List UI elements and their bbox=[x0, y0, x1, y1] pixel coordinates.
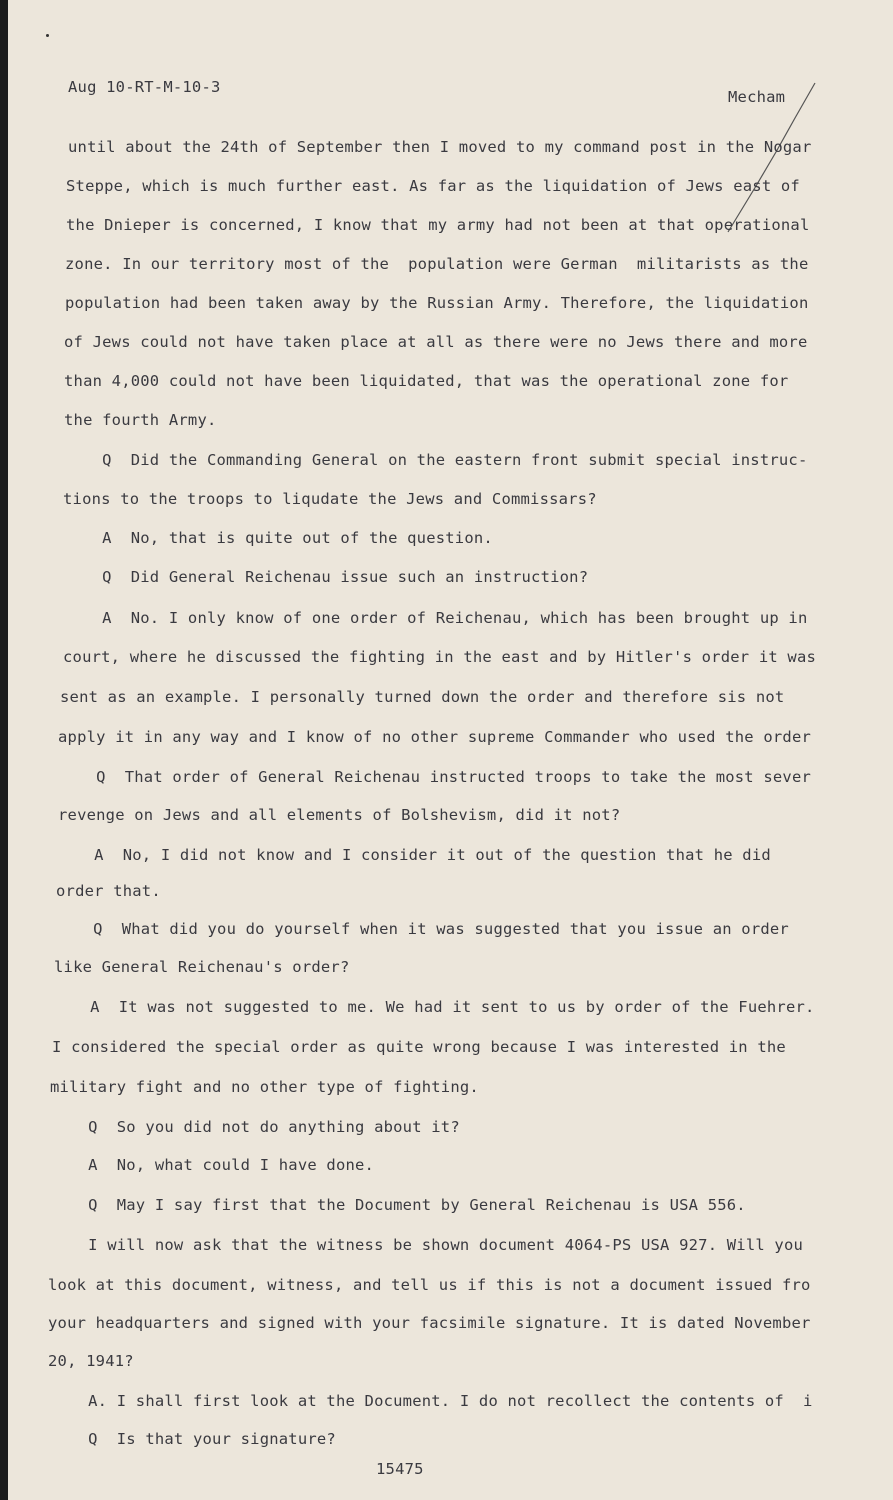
text-line: Q Did the Commanding General on the eastern front submit special instruc- bbox=[64, 451, 808, 469]
text-line: sent as an example. I personally turned down the order and therefore sis not bbox=[60, 688, 785, 706]
text-line: A No. I only know of one order of Reichenau, which has been brought up in bbox=[64, 609, 808, 627]
text-line: Q So you did not do anything about it? bbox=[50, 1118, 460, 1136]
text-line: I considered the special order as quite wrong because I was interested in the bbox=[52, 1038, 786, 1056]
header-code: Aug 10-RT-M-10-3 bbox=[68, 78, 221, 96]
text-line: the Dnieper is concerned, I know that my army had not been at that operational bbox=[66, 216, 810, 234]
text-line: A No, that is quite out of the question. bbox=[64, 529, 493, 547]
text-line: than 4,000 could not have been liquidated, that was the operational zone for bbox=[64, 372, 789, 390]
text-line: of Jews could not have taken place at all as there were no Jews there and more bbox=[64, 333, 808, 351]
text-line: military fight and no other type of fighting. bbox=[50, 1078, 479, 1096]
text-line: apply it in any way and I know of no other supreme Commander who used the order bbox=[58, 728, 812, 746]
text-line: Steppe, which is much further east. As far as the liquidation of Jews east of bbox=[66, 177, 800, 195]
ink-dot bbox=[46, 34, 49, 37]
text-line: Q Did General Reichenau issue such an instruction? bbox=[64, 568, 589, 586]
text-line: look at this document, witness, and tell us if this is not a document issued fro bbox=[48, 1276, 811, 1294]
text-line: Q What did you do yourself when it was suggested that you issue an order bbox=[55, 920, 789, 938]
text-line: revenge on Jews and all elements of Bolshevism, did it not? bbox=[58, 806, 621, 824]
text-line: Q Is that your signature? bbox=[50, 1430, 336, 1448]
text-line: Q That order of General Reichenau instructed troops to take the most sever bbox=[58, 768, 812, 786]
text-line: zone. In our territory most of the population were German militarists as the bbox=[65, 255, 809, 273]
text-line: I will now ask that the witness be shown document 4064-PS USA 927. Will you bbox=[50, 1236, 804, 1254]
text-line: population had been taken away by the Russian Army. Therefore, the liquidation bbox=[65, 294, 809, 312]
document-page bbox=[8, 0, 893, 1500]
text-line: court, where he discussed the fighting in the east and by Hitler's order it was bbox=[63, 648, 817, 666]
text-line: order that. bbox=[56, 882, 161, 900]
text-line: A No, I did not know and I consider it out of the question that he did bbox=[56, 846, 771, 864]
text-line: the fourth Army. bbox=[64, 411, 217, 429]
text-line: 20, 1941? bbox=[48, 1352, 134, 1370]
text-line: your headquarters and signed with your facsimile signature. It is dated November bbox=[48, 1314, 811, 1332]
text-line: like General Reichenau's order? bbox=[54, 958, 350, 976]
text-line: tions to the troops to liqudate the Jews and Commissars? bbox=[63, 490, 597, 508]
text-line: Q May I say first that the Document by General Reichenau is USA 556. bbox=[50, 1196, 746, 1214]
text-line: A It was not suggested to me. We had it sent to us by order of the Fuehrer. bbox=[52, 998, 815, 1016]
text-line: A No, what could I have done. bbox=[50, 1156, 375, 1174]
header-name: Mecham bbox=[728, 88, 786, 106]
page-number: 15475 bbox=[376, 1460, 424, 1478]
text-line: until about the 24th of September then I moved to my command post in the Nogar bbox=[68, 138, 812, 156]
text-line: A. I shall first look at the Document. I do not recollect the contents of i bbox=[50, 1392, 813, 1410]
